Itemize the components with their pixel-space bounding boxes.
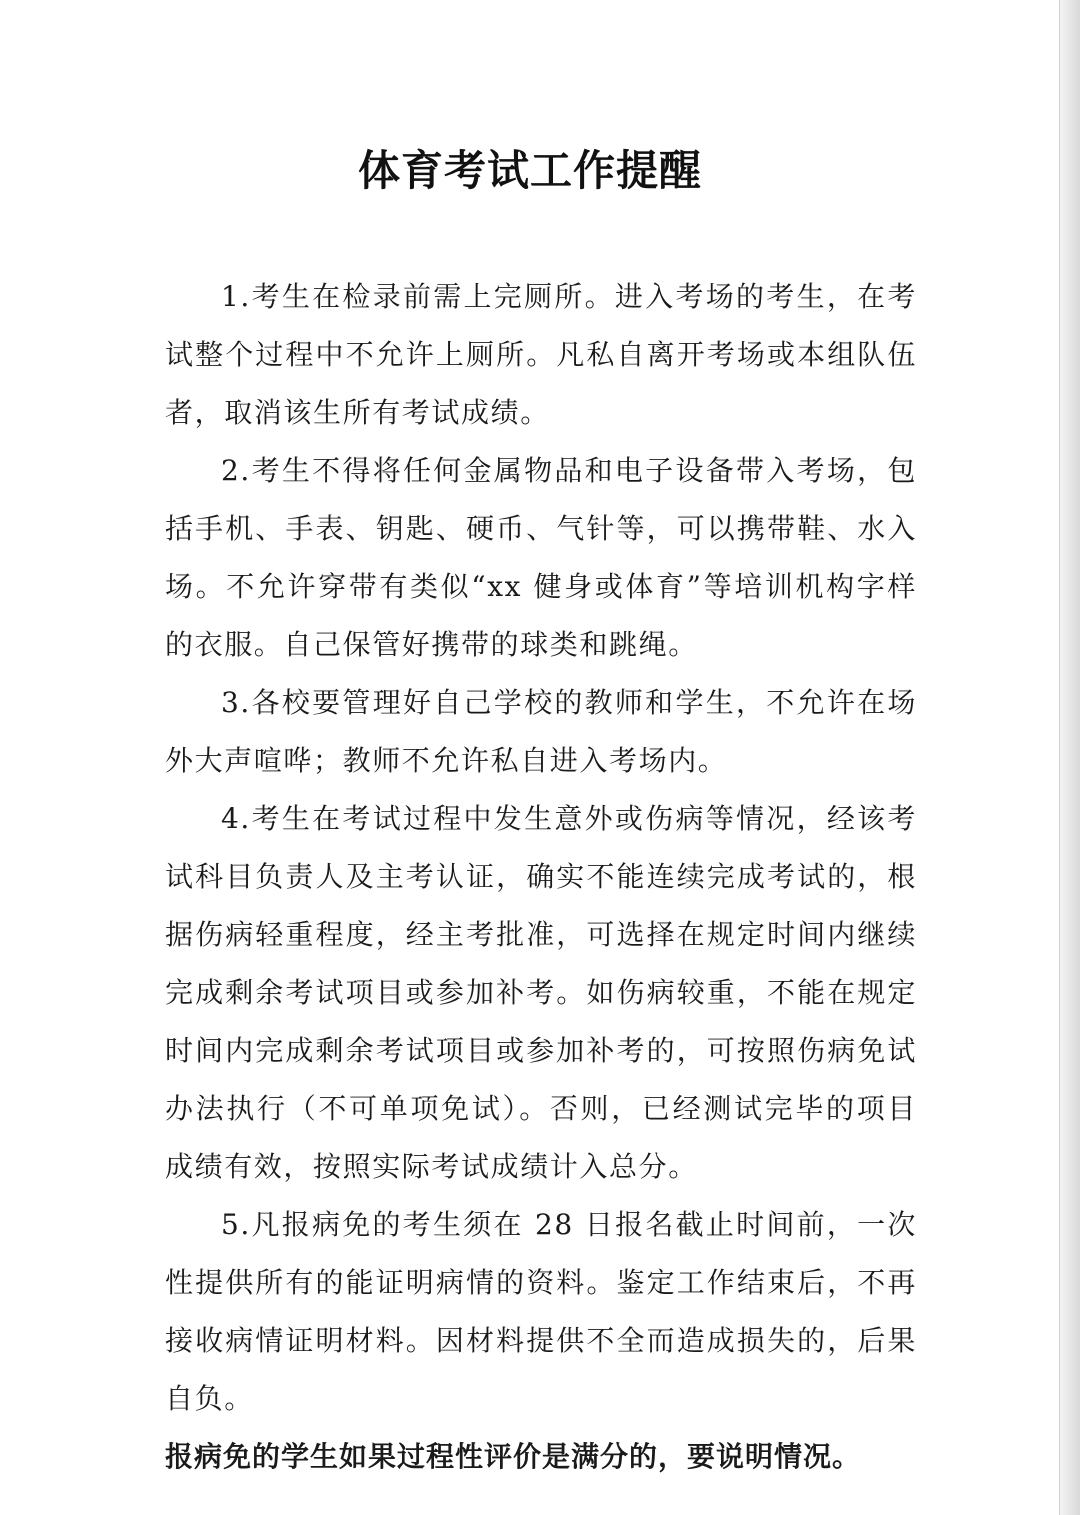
page-edge-shadow <box>1059 0 1080 1515</box>
document-title: 体育考试工作提醒 <box>357 146 702 195</box>
paragraph-5: 5.凡报病免的考生须在 28 日报名截止时间前，一次性提供所有的能证明病情的资料。鉴定工作结束后，不再接收病情证明材料。因材料提供不全而造成损失的，后果自负。 <box>165 1208 917 1415</box>
document-body <box>165 268 917 1486</box>
bold-note: 报病免的学生如果过程性评价是满分的，要说明情况。 <box>165 1440 862 1473</box>
paragraph-4: 4.考生在考试过程中发生意外或伤病等情况，经该考试科目负责人及主考认证，确实不能连续完成考试的，根据伤病轻重程度，经主考批准，可选择在规定时间内继续完成剩余考试项目或参加补考。如伤病较重，不能在规定时间内完成剩余考试项目或参加补考的，可按照伤病免试办法执行（不可单项免试）。否则，已经测试完毕的项目成绩有效，按照实际考试成绩计入总分。 <box>165 802 917 1183</box>
paragraph-3: 3.各校要管理好自己学校的教师和学生，不允许在场外大声喧哗；教师不允许私自进入考场内。 <box>165 686 917 777</box>
paragraph-1: 1.考生在检录前需上完厕所。进入考场的考生，在考试整个过程中不允许上厕所。凡私自离开考场或本组队伍者，取消该生所有考试成绩。 <box>165 280 917 429</box>
paragraph-2: 2.考生不得将任何金属物品和电子设备带入考场，包括手机、手表、钥匙、硬币、气针等，可以携带鞋、水入场。不允许穿带有类似“xx 健身或体育”等培训机构字样的衣服。自己保管好携带的球类和跳绳。 <box>165 454 917 661</box>
